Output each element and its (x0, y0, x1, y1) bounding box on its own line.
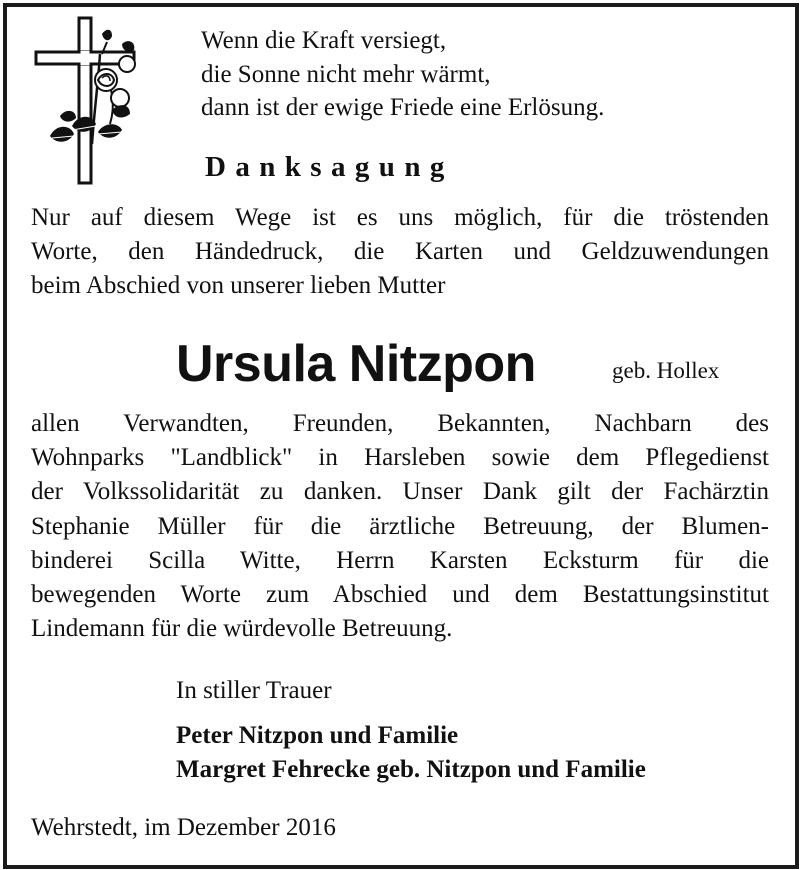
intro-paragraph (31, 201, 769, 304)
signatory: Peter Nitzpon und Familie (176, 722, 459, 749)
text-line: beim Abschied von unserer lieben Mutter (31, 272, 446, 300)
cross-with-rose-icon (32, 14, 142, 189)
text-line: Nur auf diesem Wege ist es uns möglich, für die tröstenden (31, 204, 769, 231)
place-date: Wehrstedt, im Dezember 2016 (31, 814, 336, 841)
body-paragraph (31, 407, 769, 646)
signatory: Margret Fehrecke geb. Nitzpon und Familie (176, 756, 646, 783)
poem-line: dann ist der ewige Friede eine Erlösung. (201, 94, 605, 121)
poem-line: Wenn die Kraft versiegt, (201, 27, 447, 54)
text-line: der Volkssolidarität zu danken. Unser Dank gilt der Fachärztin (31, 478, 769, 506)
text-line: allen Verwandten, Freunden, Bekannten, Nachbarn des (31, 410, 769, 437)
text-line: bewegenden Worte zum Abschied und dem Bestattungsinstitut (31, 581, 769, 609)
heading-danksagung: Danksagung (205, 151, 454, 183)
poem (201, 24, 604, 125)
poem-line: die Sonne nicht mehr wärmt, (201, 60, 491, 88)
deceased-name: Ursula Nitzpon (176, 335, 536, 393)
text-line: Stephanie Müller für die ärztliche Betreuung, der Blumen- (31, 512, 769, 540)
text-line: Lindemann für die würdevolle Betreuung. (31, 615, 453, 643)
closing-phrase: In stiller Trauer (176, 677, 332, 704)
text-line: Wohnparks "Landblick" in Harsleben sowie dem Pflegedienst (31, 444, 769, 472)
text-line: Worte, den Händedruck, die Karten und Geldzuwendungen (31, 238, 769, 266)
maiden-name: geb. Hollex (612, 358, 720, 383)
text-line: binderei Scilla Witte, Herrn Karsten Ecksturm für die (31, 546, 769, 574)
